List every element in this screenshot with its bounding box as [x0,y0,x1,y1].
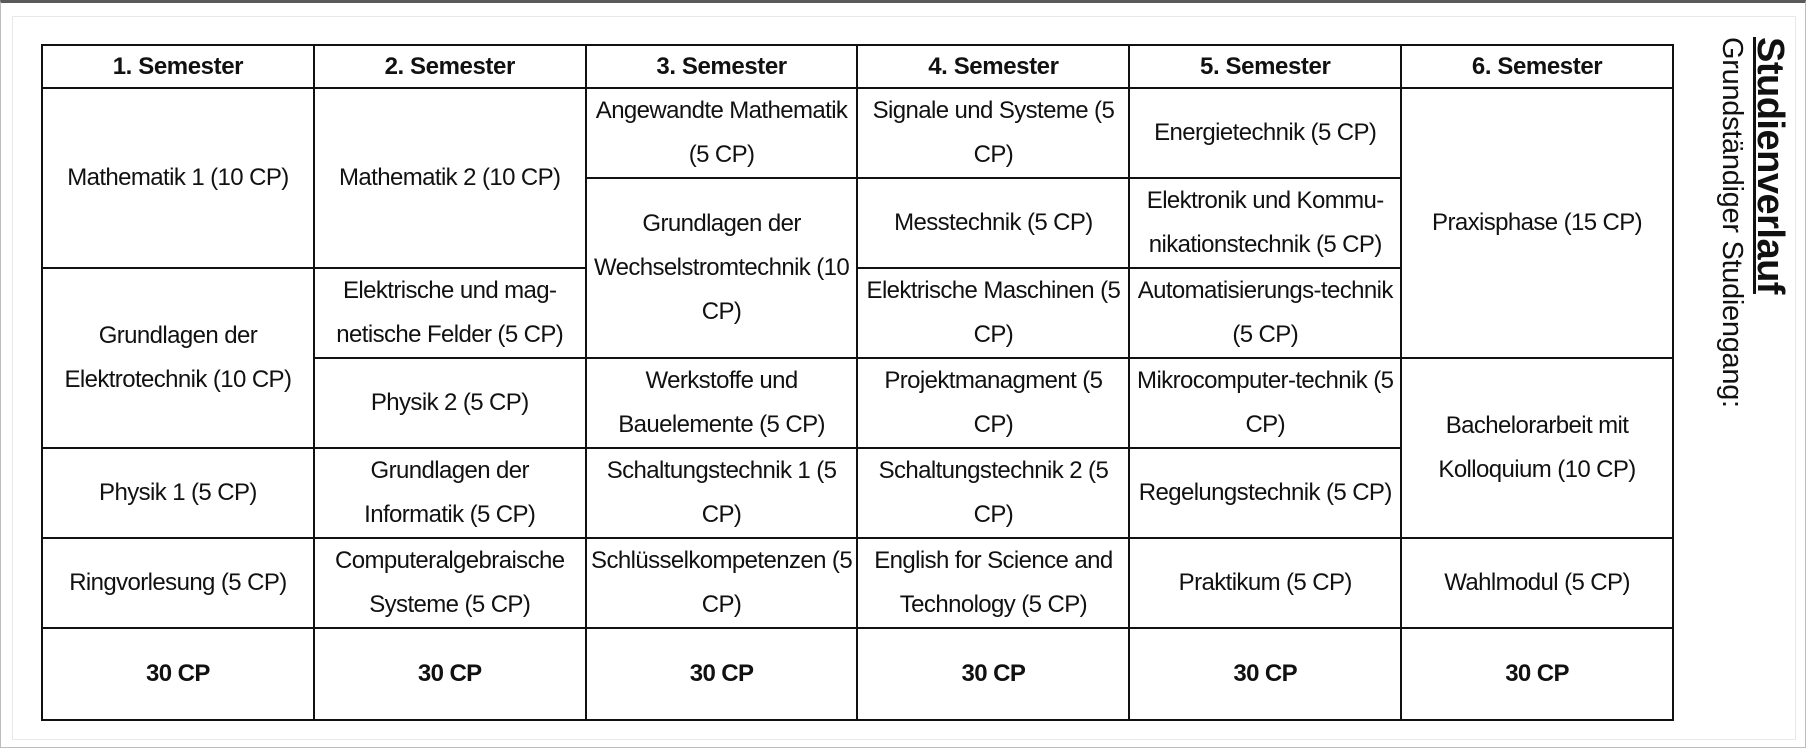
credit-total: 30 CP [314,628,586,720]
module-cell: Wahlmodul (5 CP) [1401,538,1673,628]
semester-header: 3. Semester [586,45,858,88]
semester-header-row [42,45,1673,88]
module-cell: Elektrische und mag-netische Felder (5 CP) [314,268,586,358]
module-cell: Mathematik 2 (10 CP) [314,88,586,268]
credit-total: 30 CP [1401,628,1673,720]
module-cell: Grundlagen der Elektrotechnik (10 CP) [42,268,314,448]
side-heading [1701,37,1791,477]
credit-total: 30 CP [42,628,314,720]
module-cell: Bachelorarbeit mit Kolloquium (10 CP) [1401,358,1673,538]
module-cell: Ringvorlesung (5 CP) [42,538,314,628]
module-cell: Werkstoffe und Bauelemente (5 CP) [586,358,858,448]
module-cell: Angewandte Mathematik (5 CP) [586,88,858,178]
module-cell: Mikrocomputer-technik (5 CP) [1129,358,1401,448]
module-cell: Energietechnik (5 CP) [1129,88,1401,178]
semester-header: 6. Semester [1401,45,1673,88]
module-cell: Praktikum (5 CP) [1129,538,1401,628]
semester-header: 2. Semester [314,45,586,88]
credit-total: 30 CP [1129,628,1401,720]
semester-header: 4. Semester [857,45,1129,88]
page-subtitle: Grundständiger Studiengang: [1716,37,1748,408]
module-cell: Projektmanagment (5 CP) [857,358,1129,448]
study-plan-table [41,44,1674,721]
module-cell: Grundlagen der Wechselstromtechnik (10 CP) [586,178,858,358]
rotated-heading [1715,37,1791,408]
semester-header: 1. Semester [42,45,314,88]
module-row [42,88,1673,178]
module-cell: Physik 2 (5 CP) [314,358,586,448]
semester-header: 5. Semester [1129,45,1401,88]
module-cell: Messtechnik (5 CP) [857,178,1129,268]
module-cell: Mathematik 1 (10 CP) [42,88,314,268]
credit-total: 30 CP [857,628,1129,720]
module-cell: Regelungstechnik (5 CP) [1129,448,1401,538]
module-cell: Schlüsselkompetenzen (5 CP) [586,538,858,628]
module-cell: Elektrische Maschinen (5 CP) [857,268,1129,358]
module-cell: Physik 1 (5 CP) [42,448,314,538]
module-row [42,538,1673,628]
module-cell: Praxisphase (15 CP) [1401,88,1673,358]
module-cell: Grundlagen der Informatik (5 CP) [314,448,586,538]
module-cell: Elektronik und Kommu-nikationstechnik (5 CP) [1129,178,1401,268]
module-cell: Automatisierungs-technik (5 CP) [1129,268,1401,358]
module-cell: Schaltungstechnik 1 (5 CP) [586,448,858,538]
module-cell: Schaltungstechnik 2 (5 CP) [857,448,1129,538]
module-cell: Signale und Systeme (5 CP) [857,88,1129,178]
module-cell: Computeralgebraische Systeme (5 CP) [314,538,586,628]
module-cell: English for Science and Technology (5 CP) [857,538,1129,628]
credit-total: 30 CP [586,628,858,720]
totals-row [42,628,1673,720]
page-title: Studienverlauf [1749,37,1791,294]
